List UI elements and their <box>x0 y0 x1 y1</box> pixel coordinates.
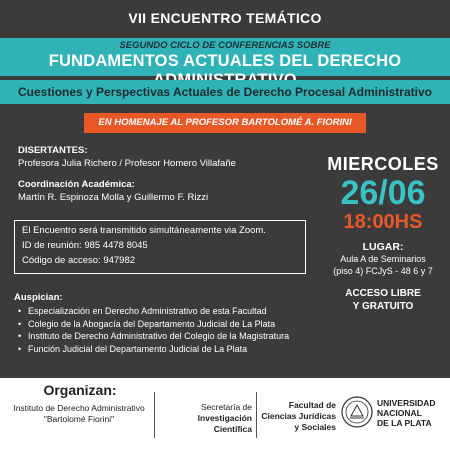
sponsors-label: Auspician: <box>14 292 63 303</box>
organizers-footer <box>0 378 450 450</box>
date-panel <box>316 154 450 313</box>
event-series-title: VII ENCUENTRO TEMÁTICO <box>128 10 322 26</box>
homage-banner: EN HOMENAJE AL PROFESOR BARTOLOMÉ A. FIORINI <box>84 113 366 133</box>
coordination-section <box>18 178 208 204</box>
institute-name <box>4 403 154 425</box>
sponsors-list <box>14 305 314 355</box>
place-line-1: Aula A de Seminarios <box>340 254 426 264</box>
sponsor-item: • Especialización en Derecho Administrativo de esta Facultad <box>14 305 314 318</box>
zoom-passcode: Código de acceso: 947982 <box>22 255 136 266</box>
sponsor-item: • Función Judicial del Departamento Judicial de La Plata <box>14 343 314 356</box>
cycle-subtitle: SEGUNDO CICLO DE CONFERENCIAS SOBRE <box>119 40 331 51</box>
faculty-line-2: Ciencias Jurídicas <box>261 411 336 421</box>
event-time: 18:00HS <box>343 211 423 233</box>
zoom-line-1: El Encuentro será transmitido simultáneamente via Zoom. <box>22 225 266 236</box>
speakers-names: Profesora Julia Richero / Profesor Homero Villafañe <box>18 158 236 169</box>
speakers-section <box>18 144 236 170</box>
secretary-line-1: Secretaría de <box>200 402 252 412</box>
access-note <box>316 287 450 313</box>
faculty-line-1: Facultad de <box>288 400 336 410</box>
faculty-line-3: y Sociales <box>294 422 336 432</box>
sponsor-item: • Instituto de Derecho Administrativo del Colegio de la Magistratura <box>14 330 314 343</box>
sponsors-section <box>14 292 314 355</box>
institute-line-2: "Bartolomé Fiorini" <box>43 414 115 424</box>
coordination-names: Martín R. Espinoza Molla y Guillermo F. Rizzi <box>18 192 209 203</box>
university-line-1: UNIVERSIDAD <box>377 398 436 408</box>
university-line-2: NACIONAL <box>377 408 422 418</box>
main-title-banner <box>0 38 450 76</box>
secretary-name <box>158 402 252 435</box>
access-line-1: ACCESO LIBRE <box>345 288 421 299</box>
organizers-label: Organizan: <box>43 382 117 398</box>
divider <box>256 392 257 438</box>
zoom-meeting-id: ID de reunión: 985 4478 8045 <box>22 240 148 251</box>
faculty-name <box>258 400 336 433</box>
coordination-label: Coordinación Académica: <box>18 179 135 190</box>
access-line-2: Y GRATUITO <box>352 301 414 312</box>
place-label: LUGAR: <box>362 241 404 253</box>
university-seal-icon <box>341 396 373 428</box>
university-name <box>377 398 449 428</box>
speakers-label: DISERTANTES: <box>18 145 88 156</box>
divider <box>154 392 155 438</box>
institute-line-1: Instituto de Derecho Administrativo <box>13 403 145 413</box>
sponsor-item: • Colegio de la Abogacía del Departamento Judicial de La Plata <box>14 318 314 331</box>
place-line-2: (piso 4) FCJyS - 48 6 y 7 <box>333 266 433 276</box>
main-title: FUNDAMENTOS ACTUALES DEL DERECHO <box>48 52 402 70</box>
university-line-3: DE LA PLATA <box>377 418 432 428</box>
event-date: 26/06 <box>340 174 426 212</box>
zoom-info-box <box>14 220 306 274</box>
secretary-line-2: Investigación Científica <box>197 413 252 434</box>
event-weekday: MIERCOLES <box>327 154 439 174</box>
topic-banner: Cuestiones y Perspectivas Actuales de Derecho Procesal Administrativo <box>0 80 450 104</box>
